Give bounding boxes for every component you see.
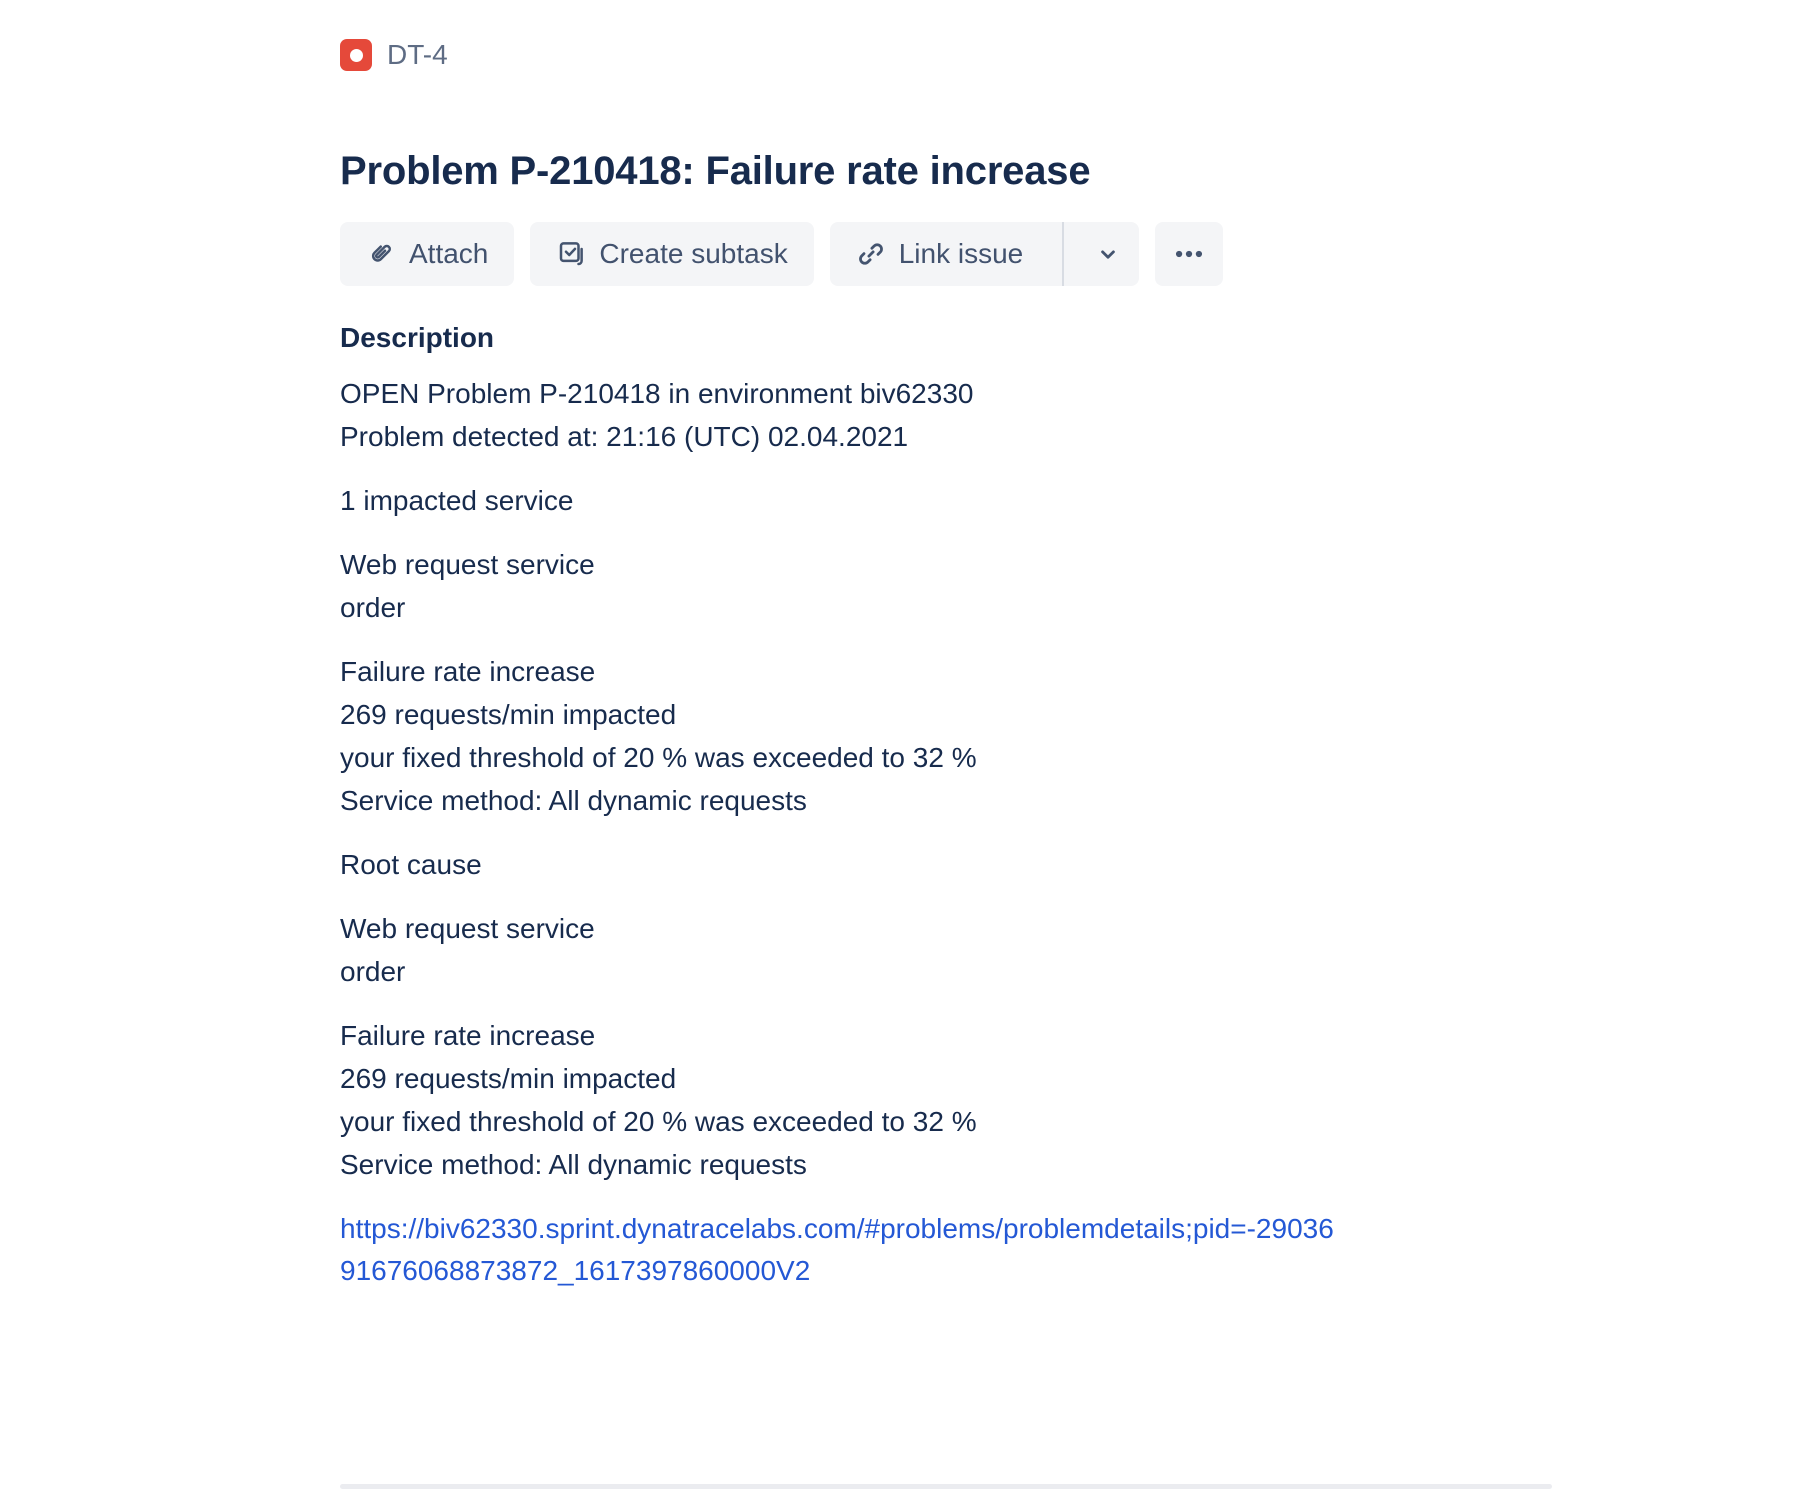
link-issue-button-label: Link issue <box>898 238 1024 269</box>
description-paragraph <box>340 650 1300 822</box>
link-issue-dropdown-button[interactable] <box>1077 222 1139 286</box>
split-button-divider <box>1062 222 1064 286</box>
problem-details-link-line-1: https://biv62330.sprint.dynatracelabs.com/#problems/problemdetails;pid=-29036 <box>340 1213 1334 1244</box>
attach-button[interactable] <box>340 222 514 286</box>
description-section[interactable] <box>340 320 1334 1292</box>
link-issue-split-button <box>830 222 1140 286</box>
bug-icon-dot <box>350 49 363 62</box>
description-line: Problem detected at: 21:16 (UTC) 02.04.2021 <box>340 421 909 452</box>
bug-icon[interactable] <box>340 39 372 71</box>
description-line: Failure rate increase <box>340 656 596 687</box>
problem-details-link[interactable] <box>340 1208 1334 1292</box>
description-line: 1 impacted service <box>340 485 574 516</box>
description-line: Root cause <box>340 849 482 880</box>
description-heading: Description <box>340 322 495 353</box>
description-paragraph <box>340 372 1300 458</box>
toolbar <box>340 222 1300 286</box>
attach-button-label: Attach <box>409 238 489 269</box>
description-line: Failure rate increase <box>340 1020 596 1051</box>
link-issue-button[interactable] <box>830 222 1050 286</box>
description-line: Web request service <box>340 549 595 580</box>
description-line: 269 requests/min impacted <box>340 699 677 730</box>
create-subtask-button-label: Create subtask <box>599 238 788 269</box>
description-line: Web request service <box>340 913 595 944</box>
more-actions-button[interactable] <box>1155 222 1223 286</box>
issue-key-link[interactable]: DT-4 <box>387 39 448 70</box>
description-line: your fixed threshold of 20 % was exceeded to 32 % <box>340 1106 977 1137</box>
description-paragraph <box>340 1014 1300 1186</box>
breadcrumb <box>340 38 1300 72</box>
subtask-icon <box>556 239 586 269</box>
description-line: order <box>340 956 406 987</box>
description-line: order <box>340 592 406 623</box>
create-subtask-button[interactable] <box>530 222 813 286</box>
description-paragraph <box>340 543 1300 629</box>
description-line: 269 requests/min impacted <box>340 1063 677 1094</box>
description-paragraph <box>340 843 1300 886</box>
description-line: Service method: All dynamic requests <box>340 1149 807 1180</box>
description-line: Service method: All dynamic requests <box>340 785 807 816</box>
chevron-down-icon <box>1095 241 1121 267</box>
issue-title[interactable]: Problem P-210418: Failure rate increase <box>340 149 1091 193</box>
link-icon <box>856 239 886 269</box>
paperclip-icon <box>366 239 396 269</box>
description-paragraph <box>340 907 1300 993</box>
ellipsis-icon <box>1172 237 1206 271</box>
description-line: OPEN Problem P-210418 in environment biv62330 <box>340 378 974 409</box>
section-divider <box>340 1484 1552 1489</box>
problem-details-link-line-2: 91676068873872_1617397860000V2 <box>340 1255 811 1286</box>
description-paragraph <box>340 479 1300 522</box>
description-line: your fixed threshold of 20 % was exceeded to 32 % <box>340 742 977 773</box>
